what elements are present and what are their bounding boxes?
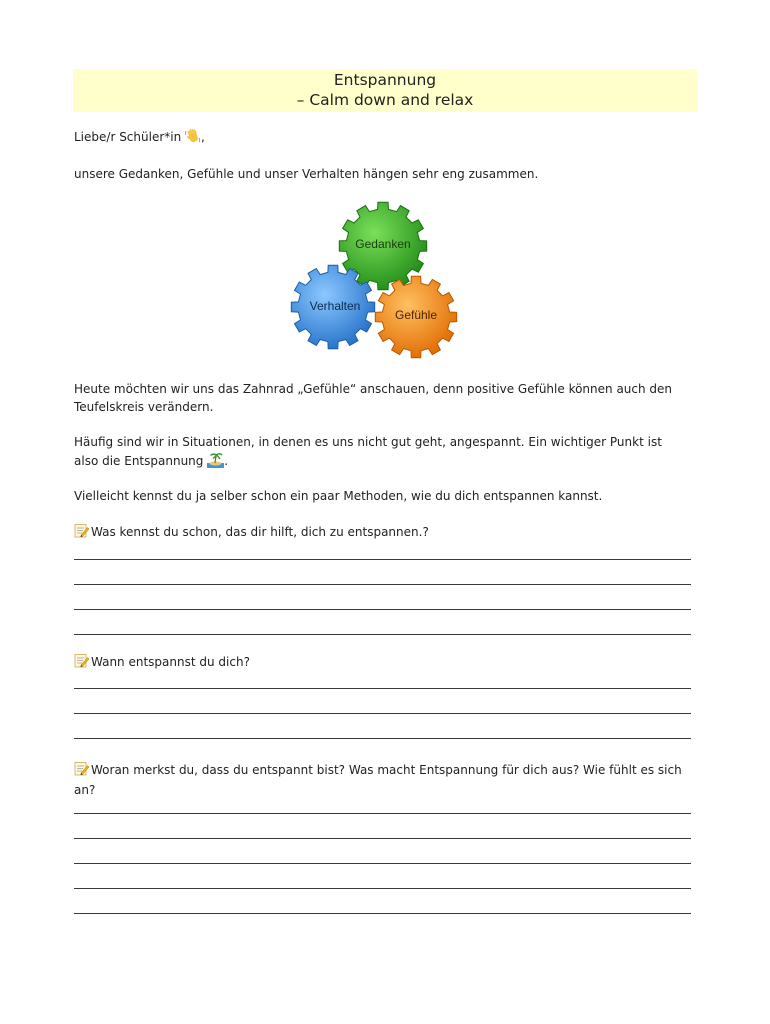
gears-diagram (285, 200, 465, 360)
memo-icon (74, 653, 89, 674)
answer-line[interactable] (74, 559, 691, 560)
answer-line[interactable] (74, 584, 691, 585)
desert-island-icon (207, 452, 224, 474)
answer-lines-3[interactable] (74, 813, 691, 938)
answer-line[interactable] (74, 688, 691, 689)
answer-line[interactable] (74, 738, 691, 739)
greeting (74, 128, 699, 150)
gear-label-verhalten: Verhalten (309, 299, 361, 313)
answer-line[interactable] (74, 888, 691, 889)
title-line-2: – Calm down and relax (296, 91, 474, 109)
gear-label-gefuehle: Gefühle (394, 308, 438, 322)
gear-label-gedanken: Gedanken (355, 237, 411, 251)
question-3-text: Woran merkst du, dass du entspannt bist? Was macht Entspannung für dich aus? Wie fühlt es sich an? (74, 763, 682, 797)
memo-icon (74, 523, 89, 544)
question-1-text: Was kennst du schon, das dir hilft, dich zu entspannen.? (91, 525, 429, 539)
answer-line[interactable] (74, 813, 691, 814)
paragraph-2-period: . (224, 453, 229, 468)
answer-lines-2[interactable] (74, 688, 691, 763)
paragraph-2-line-1: Häufig sind wir in Situationen, in denen es uns nicht gut geht, angespannt. Ein wichtiger Punkt ist (74, 435, 662, 449)
memo-icon (74, 761, 89, 782)
answer-lines-1[interactable] (74, 559, 691, 659)
paragraph-2-line-2: also die Entspannung (74, 453, 204, 468)
answer-line[interactable] (74, 863, 691, 864)
question-2-text: Wann entspannst du dich? (91, 655, 250, 669)
answer-line[interactable] (74, 609, 691, 610)
answer-line[interactable] (74, 713, 691, 714)
paragraph-1: Heute möchten wir uns das Zahnrad „Gefühle“ anschauen, denn positive Gefühle können auch den Teufelskreis verändern. (74, 382, 673, 414)
paragraph-3: Vielleicht kennst du ja selber schon ein paar Methoden, wie du dich entspannen kannst. (74, 489, 603, 503)
intro-text: unsere Gedanken, Gefühle und unser Verhalten hängen sehr eng zusammen. (74, 167, 539, 181)
question-2 (74, 653, 699, 674)
answer-line[interactable] (74, 634, 691, 635)
question-3 (74, 761, 684, 799)
greeting-text: Liebe/r Schüler*in (74, 130, 186, 144)
worksheet-title (73, 69, 697, 112)
answer-line[interactable] (74, 838, 691, 839)
waving-hand-icon (185, 128, 201, 150)
paragraph-2 (74, 434, 699, 473)
question-1 (74, 523, 699, 544)
title-line-1: Entspannung (333, 71, 437, 89)
greeting-comma: , (201, 130, 205, 144)
answer-line[interactable] (74, 913, 691, 914)
